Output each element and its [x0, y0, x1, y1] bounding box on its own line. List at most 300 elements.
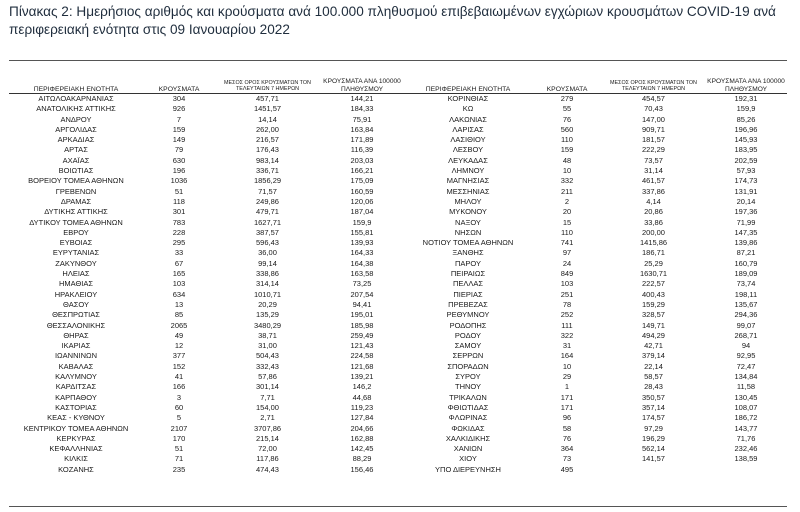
right-cases-cell: 171 — [560, 402, 574, 412]
left-cases-cell: 235 — [172, 464, 186, 474]
left-cases-cell: 196 — [172, 166, 186, 176]
right-cases-cell: 24 — [562, 258, 572, 268]
left-per100k-cell: 120,06 — [350, 196, 374, 206]
right-cases-cell: 10 — [562, 166, 572, 176]
table-row — [9, 279, 787, 289]
left-per100k-cell: 163,84 — [350, 124, 374, 134]
left-avg7-cell: 36,00 — [258, 248, 277, 258]
right-avg7-cell: 909,71 — [642, 124, 665, 134]
right-avg7-cell: 328,57 — [642, 310, 665, 320]
left-cases-cell: 49 — [174, 330, 184, 340]
left-cases-cell: 165 — [172, 269, 186, 279]
left-cases-cell: 51 — [174, 444, 184, 454]
left-cases-cell: 170 — [172, 433, 186, 443]
right-per100k-cell: 192,31 — [734, 94, 758, 103]
right-per100k-cell: 232,46 — [734, 444, 758, 454]
left-cases-cell: 783 — [172, 217, 186, 227]
right-per100k-cell: 183,95 — [734, 145, 758, 155]
table-row — [9, 238, 787, 248]
right-per100k-cell: 72,47 — [736, 361, 756, 371]
left-avg7-cell: 38,71 — [258, 330, 277, 340]
right-cases-cell: 76 — [562, 433, 572, 443]
left-avg7-cell: 457,71 — [256, 94, 279, 103]
right-region-cell: ΜΗΛΟΥ — [454, 196, 482, 206]
right-avg7-cell: 174,57 — [642, 413, 665, 423]
left-avg7-cell: 72,00 — [258, 444, 277, 454]
left-per100k-cell: 156,46 — [350, 464, 374, 474]
left-region-cell: ΑΝΔΡΟΥ — [60, 114, 92, 124]
right-avg7-cell: 186,71 — [642, 248, 665, 258]
right-cases-cell: 1 — [564, 382, 570, 392]
table-row — [9, 413, 787, 423]
right-cases-cell: 110 — [561, 135, 573, 145]
header-per100k-left: ΚΡΟΥΣΜΑΤΑ ΑΝΑ 100000 ΠΛΗΘΥΣΜΟΥ — [323, 78, 401, 93]
bottom-rule — [9, 506, 787, 507]
right-avg7-cell: 494,29 — [642, 330, 665, 340]
right-avg7-cell: 379,14 — [642, 351, 665, 361]
left-region-cell: ΚΕΡΚΥΡΑΣ — [56, 433, 96, 443]
right-region-cell: ΠΙΕΡΙΑΣ — [453, 289, 483, 299]
right-avg7-cell: 141,57 — [642, 454, 665, 464]
right-per100k-cell: 85,26 — [736, 114, 756, 124]
left-cases-cell: 295 — [172, 238, 186, 248]
right-region-cell: ΡΕΘΥΜΝΟΥ — [446, 310, 490, 320]
right-cases-cell: 20 — [562, 207, 572, 217]
left-avg7-cell: 3707,86 — [253, 423, 282, 433]
left-cases-cell: 41 — [174, 372, 184, 382]
left-avg7-cell: 14,14 — [258, 114, 277, 124]
right-avg7-cell: 147,00 — [642, 114, 665, 124]
left-avg7-cell: 336,71 — [256, 166, 279, 176]
right-cases-cell: 741 — [560, 238, 574, 248]
left-per100k-cell: 121,68 — [350, 361, 374, 371]
left-per100k-cell: 139,21 — [350, 372, 374, 382]
left-cases-cell: 3 — [176, 392, 182, 402]
right-avg7-cell: 1630,71 — [639, 269, 668, 279]
right-cases-cell: 103 — [560, 279, 574, 289]
left-cases-cell: 2065 — [170, 320, 188, 330]
left-region-cell: ΘΕΣΠΡΩΤΙΑΣ — [52, 310, 100, 320]
left-per100k-cell: 166,21 — [350, 166, 374, 176]
right-cases-cell: 78 — [562, 299, 572, 309]
left-per100k-cell: 44,68 — [352, 392, 372, 402]
left-region-cell: ΒΟΙΩΤΙΑΣ — [58, 166, 94, 176]
right-cases-cell: 322 — [560, 330, 574, 340]
right-avg7-cell: 1415,86 — [639, 238, 668, 248]
left-per100k-cell: 207,54 — [350, 289, 374, 299]
right-avg7-cell: 28,43 — [644, 382, 663, 392]
left-avg7-cell: 71,57 — [258, 186, 277, 196]
left-cases-cell: 103 — [172, 279, 186, 289]
table-row — [9, 434, 787, 444]
left-avg7-cell: 20,29 — [258, 299, 277, 309]
table-row — [9, 403, 787, 413]
right-region-cell: ΤΗΝΟΥ — [454, 382, 481, 392]
right-avg7-cell: 73,57 — [644, 155, 663, 165]
left-region-cell: ΚΕΦΑΛΛΗΝΙΑΣ — [49, 444, 103, 454]
left-cases-cell: 301 — [172, 207, 186, 217]
right-avg7-cell: 181,57 — [642, 135, 665, 145]
right-cases-cell: 171 — [560, 392, 574, 402]
table-row — [9, 341, 787, 351]
table-row — [9, 382, 787, 392]
table-row — [9, 300, 787, 310]
right-per100k-cell: 130,45 — [734, 392, 758, 402]
left-per100k-cell: 119,23 — [350, 402, 374, 412]
right-region-cell: ΦΩΚΙΔΑΣ — [451, 423, 485, 433]
left-cases-cell: 85 — [174, 310, 184, 320]
left-per100k-cell: 94,41 — [352, 299, 372, 309]
left-cases-cell: 149 — [172, 135, 186, 145]
left-per100k-cell: 75,91 — [352, 114, 372, 124]
right-cases-cell: 849 — [560, 269, 574, 279]
left-cases-cell: 377 — [172, 351, 186, 361]
left-per100k-cell: 195,01 — [350, 310, 374, 320]
right-region-cell: ΡΟΔΟΥ — [454, 330, 482, 340]
left-region-cell: ΚΙΛΚΙΣ — [64, 454, 88, 464]
table-row — [9, 290, 787, 300]
right-per100k-cell: 99,07 — [736, 320, 756, 330]
left-per100k-cell: 73,25 — [352, 279, 372, 289]
right-avg7-cell: 357,14 — [642, 402, 665, 412]
right-cases-cell: 15 — [562, 217, 572, 227]
left-region-cell: ΕΥΡΥΤΑΝΙΑΣ — [52, 248, 100, 258]
table-row — [9, 248, 787, 258]
right-region-cell: ΧΙΟΥ — [459, 454, 477, 464]
left-region-cell: ΚΑΡΔΙΤΣΑΣ — [55, 382, 97, 392]
left-avg7-cell: 249,86 — [256, 196, 279, 206]
left-cases-cell: 166 — [172, 382, 186, 392]
left-avg7-cell: 135,29 — [256, 310, 279, 320]
left-avg7-cell: 117,86 — [256, 454, 279, 464]
right-region-cell: ΠΕΙΡΑΙΩΣ — [450, 269, 486, 279]
right-avg7-cell: 33,86 — [644, 217, 663, 227]
right-region-cell: ΥΠΟ ΔΙΕΡΕΥΝΗΣΗ — [435, 464, 501, 474]
table-row — [9, 125, 787, 135]
right-cases-cell: 48 — [562, 155, 572, 165]
table-row — [9, 207, 787, 217]
left-avg7-cell: 314,14 — [256, 279, 279, 289]
right-region-cell: ΜΑΓΝΗΣΙΑΣ — [446, 176, 490, 186]
left-avg7-cell: 1856,29 — [253, 176, 282, 186]
right-cases-cell: 495 — [560, 464, 574, 474]
right-region-cell: ΜΥΚΟΝΟΥ — [449, 207, 487, 217]
right-per100k-cell: 189,09 — [734, 269, 758, 279]
left-avg7-cell: 216,57 — [256, 135, 279, 145]
right-per100k-cell: 20,14 — [736, 196, 756, 206]
left-per100k-cell: 88,29 — [352, 454, 372, 464]
left-avg7-cell: 176,43 — [256, 145, 279, 155]
left-cases-cell: 152 — [172, 361, 186, 371]
right-cases-cell: 111 — [561, 320, 573, 330]
left-per100k-cell: 175,09 — [350, 176, 374, 186]
right-per100k-cell: 268,71 — [734, 330, 758, 340]
header-region-right: ΠΕΡΙΦΕΡΕΙΑΚΗ ΕΝΟΤΗΤΑ — [425, 85, 511, 93]
left-region-cell: ΑΝΑΤΟΛΙΚΗΣ ΑΤΤΙΚΗΣ — [36, 104, 116, 114]
right-per100k-cell: 94 — [741, 341, 751, 351]
right-region-cell: ΛΕΥΚΑΔΑΣ — [448, 155, 488, 165]
left-avg7-cell: 1451,57 — [253, 104, 282, 114]
right-avg7-cell: 159,29 — [642, 299, 665, 309]
right-region-cell: ΧΑΝΙΩΝ — [453, 444, 483, 454]
left-per100k-cell: 224,58 — [350, 351, 374, 361]
left-region-cell: ΚΑΛΥΜΝΟΥ — [55, 372, 97, 382]
left-region-cell: ΘΕΣΣΑΛΟΝΙΚΗΣ — [46, 320, 106, 330]
table-row — [9, 424, 787, 434]
left-avg7-cell: 7,71 — [260, 392, 275, 402]
right-cases-cell: 279 — [560, 94, 574, 103]
left-per100k-cell: 155,81 — [350, 227, 374, 237]
right-per100k-cell: 198,11 — [734, 289, 758, 299]
left-avg7-cell: 57,86 — [258, 372, 277, 382]
table-row — [9, 269, 787, 279]
right-per100k-cell: 11,58 — [736, 382, 756, 392]
right-cases-cell: 29 — [562, 372, 572, 382]
right-per100k-cell: 160,79 — [734, 258, 758, 268]
right-cases-cell: 159 — [560, 145, 574, 155]
left-per100k-cell: 171,89 — [350, 135, 374, 145]
left-per100k-cell: 164,38 — [350, 258, 374, 268]
left-region-cell: ΚΕΝΤΡΙΚΟΥ ΤΟΜΕΑ ΑΘΗΝΩΝ — [23, 423, 129, 433]
right-avg7-cell: 400,43 — [642, 289, 665, 299]
left-avg7-cell: 215,14 — [256, 433, 279, 443]
right-region-cell: ΝΟΤΙΟΥ ΤΟΜΕΑ ΑΘΗΝΩΝ — [422, 238, 514, 248]
table-row — [9, 166, 787, 176]
right-region-cell: ΣΕΡΡΩΝ — [452, 351, 484, 361]
right-per100k-cell: 143,77 — [734, 423, 758, 433]
header-cases-left: ΚΡΟΥΣΜΑΤΑ — [158, 85, 200, 93]
left-per100k-cell: 203,03 — [350, 155, 374, 165]
left-region-cell: ΑΡΚΑΔΙΑΣ — [57, 135, 95, 145]
right-avg7-cell: 562,14 — [642, 444, 665, 454]
table-row — [9, 444, 787, 454]
right-per100k-cell: 139,86 — [734, 238, 758, 248]
right-cases-cell: 332 — [560, 176, 574, 186]
right-per100k-cell: 159,9 — [736, 104, 756, 114]
left-region-cell: ΔΥΤΙΚΟΥ ΤΟΜΕΑ ΑΘΗΝΩΝ — [29, 217, 123, 227]
table-row — [9, 115, 787, 125]
left-region-cell: ΔΥΤΙΚΗΣ ΑΤΤΙΚΗΣ — [44, 207, 108, 217]
left-per100k-cell: 160,59 — [350, 186, 374, 196]
right-avg7-cell: 70,43 — [644, 104, 663, 114]
right-per100k-cell: 196,96 — [734, 124, 758, 134]
left-avg7-cell: 31,00 — [258, 341, 277, 351]
table-row — [9, 465, 787, 475]
right-avg7-cell: 97,29 — [644, 423, 663, 433]
right-region-cell: ΝΑΞΟΥ — [455, 217, 481, 227]
right-avg7-cell: 350,57 — [642, 392, 665, 402]
right-cases-cell: 58 — [562, 423, 572, 433]
right-avg7-cell: 22,14 — [644, 361, 663, 371]
left-region-cell: ΘΗΡΑΣ — [63, 330, 89, 340]
left-per100k-cell: 185,98 — [350, 320, 374, 330]
table-row — [9, 228, 787, 238]
right-per100k-cell: 138,59 — [734, 454, 758, 464]
right-per100k-cell: 186,72 — [734, 413, 758, 423]
left-region-cell: ΖΑΚΥΝΘΟΥ — [55, 258, 97, 268]
right-region-cell: ΚΟΡΙΝΘΙΑΣ — [447, 94, 489, 103]
right-cases-cell: 97 — [562, 248, 572, 258]
left-avg7-cell: 596,43 — [256, 238, 279, 248]
left-avg7-cell: 474,43 — [256, 464, 279, 474]
left-region-cell: ΚΑΡΠΑΘΟΥ — [55, 392, 97, 402]
left-avg7-cell: 983,14 — [256, 155, 279, 165]
table-row — [9, 331, 787, 341]
left-region-cell: ΑΡΓΟΛΙΔΑΣ — [55, 124, 97, 134]
left-avg7-cell: 1010,71 — [253, 289, 282, 299]
header-avg7-right: ΜΕΣΟΣ ΟΡΟΣ ΚΡΟΥΣΜΑΤΩΝ ΤΟΝ ΤΕΛΕΥΤΑΙΩΝ 7 ΗΜΕΡΩΝ — [610, 79, 697, 93]
table-row — [9, 145, 787, 155]
right-region-cell: ΦΛΩΡΙΝΑΣ — [448, 413, 488, 423]
table-row — [9, 362, 787, 372]
left-cases-cell: 79 — [174, 145, 184, 155]
left-avg7-cell: 338,86 — [256, 269, 279, 279]
table-row — [9, 218, 787, 228]
left-region-cell: ΗΡΑΚΛΕΙΟΥ — [54, 289, 98, 299]
right-per100k-cell: 197,36 — [734, 207, 758, 217]
table-row — [9, 259, 787, 269]
left-cases-cell: 33 — [174, 248, 184, 258]
right-cases-cell: 560 — [560, 124, 574, 134]
header-avg7-left: ΜΕΣΟΣ ΟΡΟΣ ΚΡΟΥΣΜΑΤΩΝ ΤΟΝ ΤΕΛΕΥΤΑΙΩΝ 7 ΗΜΕΡΩΝ — [224, 79, 311, 93]
left-region-cell: ΗΛΕΙΑΣ — [62, 269, 90, 279]
header-cases-right: ΚΡΟΥΣΜΑΤΑ — [546, 85, 588, 93]
left-per100k-cell: 159,9 — [352, 217, 372, 227]
table-row — [9, 321, 787, 331]
right-region-cell: ΠΡΕΒΕΖΑΣ — [448, 299, 488, 309]
left-cases-cell: 13 — [174, 299, 184, 309]
right-region-cell: ΛΑΣΙΘΙΟΥ — [450, 135, 486, 145]
left-avg7-cell: 2,71 — [260, 413, 275, 423]
table-row — [9, 454, 787, 464]
right-region-cell: ΣΠΟΡΑΔΩΝ — [447, 361, 489, 371]
table-row — [9, 135, 787, 145]
right-cases-cell: 2 — [564, 196, 570, 206]
left-per100k-cell: 121,43 — [350, 341, 374, 351]
table-row — [9, 372, 787, 382]
left-region-cell: ΓΡΕΒΕΝΩΝ — [55, 186, 97, 196]
right-per100k-cell: 294,36 — [734, 310, 758, 320]
table-row — [9, 187, 787, 197]
right-per100k-cell — [705, 465, 787, 475]
left-cases-cell: 5 — [176, 413, 182, 423]
left-region-cell: ΚΑΣΤΟΡΙΑΣ — [55, 402, 97, 412]
left-avg7-cell: 1627,71 — [253, 217, 282, 227]
right-cases-cell: 73 — [562, 454, 572, 464]
left-per100k-cell: 163,58 — [350, 269, 374, 279]
right-region-cell: ΠΕΛΛΑΣ — [452, 279, 484, 289]
left-region-cell: ΕΥΒΟΙΑΣ — [59, 238, 93, 248]
left-cases-cell: 118 — [173, 196, 185, 206]
left-avg7-cell: 99,14 — [258, 258, 277, 268]
right-region-cell: ΡΟΔΟΠΗΣ — [449, 320, 487, 330]
left-cases-cell: 304 — [172, 94, 186, 103]
left-avg7-cell: 387,57 — [256, 227, 279, 237]
left-per100k-cell: 162,88 — [350, 433, 374, 443]
right-avg7-cell: 20,86 — [644, 207, 663, 217]
left-cases-cell: 60 — [174, 402, 184, 412]
right-per100k-cell: 135,67 — [734, 299, 758, 309]
left-cases-cell: 71 — [174, 454, 184, 464]
right-avg7-cell: 222,29 — [642, 145, 665, 155]
left-region-cell: ΘΑΣΟΥ — [63, 299, 89, 309]
top-rule — [9, 60, 787, 61]
left-region-cell: ΚΟΖΑΝΗΣ — [58, 464, 94, 474]
right-cases-cell: 31 — [562, 341, 572, 351]
right-avg7-cell: 200,00 — [642, 227, 665, 237]
right-per100k-cell: 87,21 — [736, 248, 756, 258]
left-per100k-cell: 144,21 — [350, 94, 374, 103]
right-region-cell: ΚΩ — [462, 104, 474, 114]
left-region-cell: ΒΟΡΕΙΟΥ ΤΟΜΕΑ ΑΘΗΝΩΝ — [28, 176, 124, 186]
right-region-cell: ΣΥΡΟΥ — [455, 372, 481, 382]
right-avg7-cell: 4,14 — [646, 196, 661, 206]
right-cases-cell: 252 — [560, 310, 574, 320]
table-row — [9, 393, 787, 403]
left-avg7-cell: 262,00 — [256, 124, 279, 134]
left-cases-cell: 1036 — [170, 176, 188, 186]
right-per100k-cell: 145,93 — [734, 135, 758, 145]
header-per100k-right: ΚΡΟΥΣΜΑΤΑ ΑΝΑ 100000 ΠΛΗΘΥΣΜΟΥ — [707, 78, 785, 93]
left-per100k-cell: 259,49 — [350, 330, 374, 340]
right-avg7-cell: 58,57 — [644, 372, 663, 382]
left-region-cell: ΑΡΤΑΣ — [64, 145, 88, 155]
right-region-cell: ΝΗΣΩΝ — [454, 227, 482, 237]
page-title: Πίνακας 2: Ημερήσιος αριθμός και κρούσματα ανά 100.000 πληθυσμού επιβεβαιωμένων εγχώριων κρουσμάτων COVID-19 ανά περιφερειακή ενότητα στις 09 Ιανουαρίου 2022 — [9, 4, 776, 37]
right-per100k-cell: 92,95 — [736, 351, 756, 361]
right-region-cell: ΛΗΜΝΟΥ — [451, 166, 485, 176]
left-region-cell: ΚΕΑΣ - ΚΥΘΝΟΥ — [47, 413, 105, 423]
left-cases-cell: 51 — [174, 186, 184, 196]
left-per100k-cell: 127,84 — [350, 413, 374, 423]
left-region-cell: ΗΜΑΘΙΑΣ — [58, 279, 94, 289]
right-cases-cell: 364 — [560, 444, 574, 454]
left-cases-cell: 159 — [172, 124, 186, 134]
right-per100k-cell: 71,76 — [736, 433, 756, 443]
right-avg7-cell: 337,86 — [642, 186, 665, 196]
left-region-cell: ΙΚΑΡΙΑΣ — [61, 341, 91, 351]
table-row — [9, 176, 787, 186]
right-avg7-cell: 31,14 — [644, 166, 663, 176]
table-row — [9, 351, 787, 361]
left-region-cell: ΕΒΡΟΥ — [63, 227, 89, 237]
left-per100k-cell: 139,93 — [350, 238, 374, 248]
right-region-cell: ΛΑΚΩΝΙΑΣ — [449, 114, 487, 124]
right-region-cell: ΞΑΝΘΗΣ — [452, 248, 484, 258]
table-row — [9, 156, 787, 166]
table-row — [9, 104, 787, 114]
left-cases-cell: 926 — [172, 104, 186, 114]
right-avg7-cell: 42,71 — [644, 341, 663, 351]
right-per100k-cell: 57,93 — [736, 166, 756, 176]
right-cases-cell: 10 — [562, 361, 572, 371]
right-region-cell: ΧΑΛΚΙΔΙΚΗΣ — [445, 433, 491, 443]
right-avg7-cell: 461,57 — [642, 176, 665, 186]
left-avg7-cell: 504,43 — [256, 351, 279, 361]
left-cases-cell: 634 — [172, 289, 186, 299]
left-cases-cell: 2107 — [170, 423, 188, 433]
right-cases-cell: 164 — [560, 351, 574, 361]
table-row — [9, 94, 787, 105]
right-per100k-cell: 73,74 — [736, 279, 756, 289]
left-per100k-cell: 184,33 — [350, 104, 374, 114]
left-avg7-cell: 3480,29 — [253, 320, 282, 330]
table-row — [9, 310, 787, 320]
right-cases-cell: 96 — [562, 413, 572, 423]
left-region-cell: ΔΡΑΜΑΣ — [60, 196, 92, 206]
left-region-cell: ΙΩΑΝΝΙΝΩΝ — [54, 351, 98, 361]
left-avg7-cell: 332,43 — [256, 361, 279, 371]
